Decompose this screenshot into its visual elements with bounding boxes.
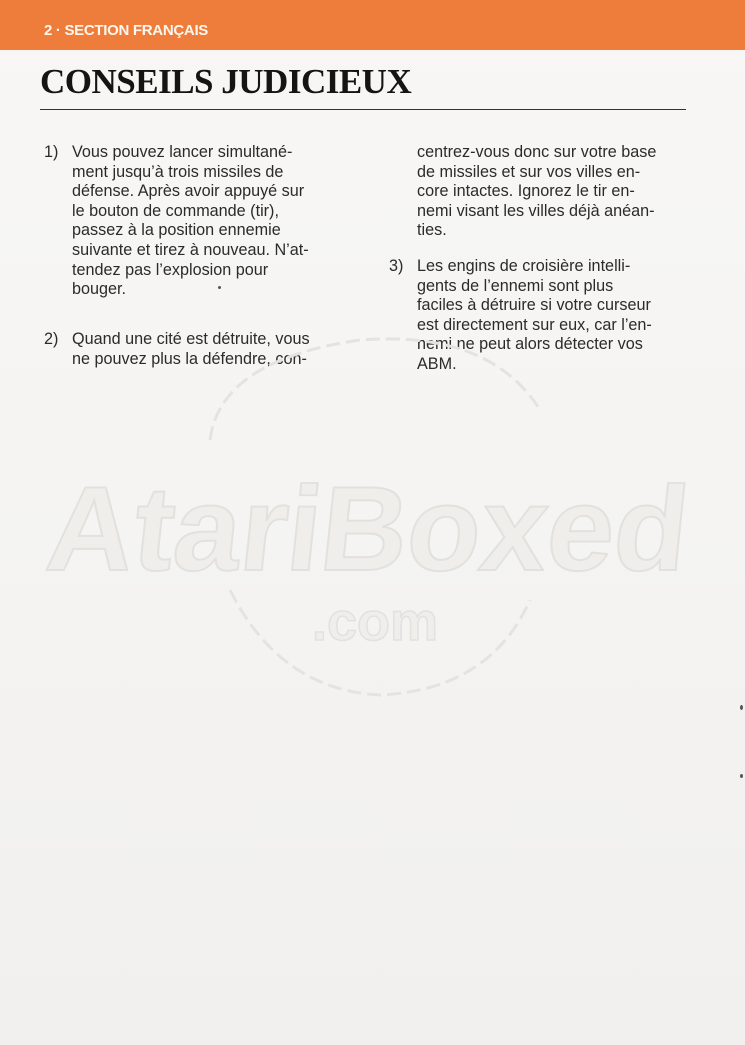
tip-line: ne pouvez plus la défendre, con- [72,349,307,368]
tip-number: 2) [44,330,59,348]
tip-line: tendez pas l’explosion pour [72,260,269,279]
tip-text [72,330,310,369]
tip-text [417,257,652,375]
page-title: CONSEILS JUDICIEUX [40,62,412,101]
title-divider [40,109,686,110]
tip-text [72,143,309,300]
tip-line: gents de l’ennemi sont plus [417,276,614,295]
tip-line: suivante et tirez à nouveau. N’at- [72,240,309,259]
watermark-text: AtariBoxed [40,462,696,596]
tip-line: faciles à détruire si votre curseur [417,296,651,315]
watermark-subtext: .com [311,592,439,652]
tip-line: nemi visant les villes déjà anéan- [417,201,655,220]
tip-line: le bouton de commande (tir), [72,201,279,220]
tip-line: Quand une cité est détruite, vous [72,330,310,348]
tip-line: passez à la position ennemie [72,221,281,240]
tip-line: est directement sur eux, car l’en- [417,315,652,334]
tip-line: centrez-vous donc sur votre base [417,143,657,161]
tip-number: 3) [389,257,404,275]
section-label: 2 · SECTION FRANÇAIS [44,22,209,39]
scan-speck [740,705,743,710]
tip-line: bouger. [72,280,127,299]
tip-line: Vous pouvez lancer simultané- [72,143,293,161]
scan-speck [740,774,743,778]
scan-speck [218,286,221,289]
tip-line: défense. Après avoir appuyé sur [72,182,305,201]
tip-number: 1) [44,143,59,161]
tip-line: ment jusqu’à trois missiles de [72,162,284,181]
tip-line: Les engins de croisière intelli- [417,257,631,275]
section-header-band [0,0,745,50]
tip-line: nemi ne peut alors détecter vos [417,335,643,354]
tip-line: core intactes. Ignorez le tir en- [417,182,635,201]
tip-line: ties. [417,221,447,240]
watermark-logo [40,320,696,710]
tip-line: de missiles et sur vos villes en- [417,162,641,181]
tip-line: ABM. [417,354,457,373]
tip-2-continuation [417,143,656,241]
